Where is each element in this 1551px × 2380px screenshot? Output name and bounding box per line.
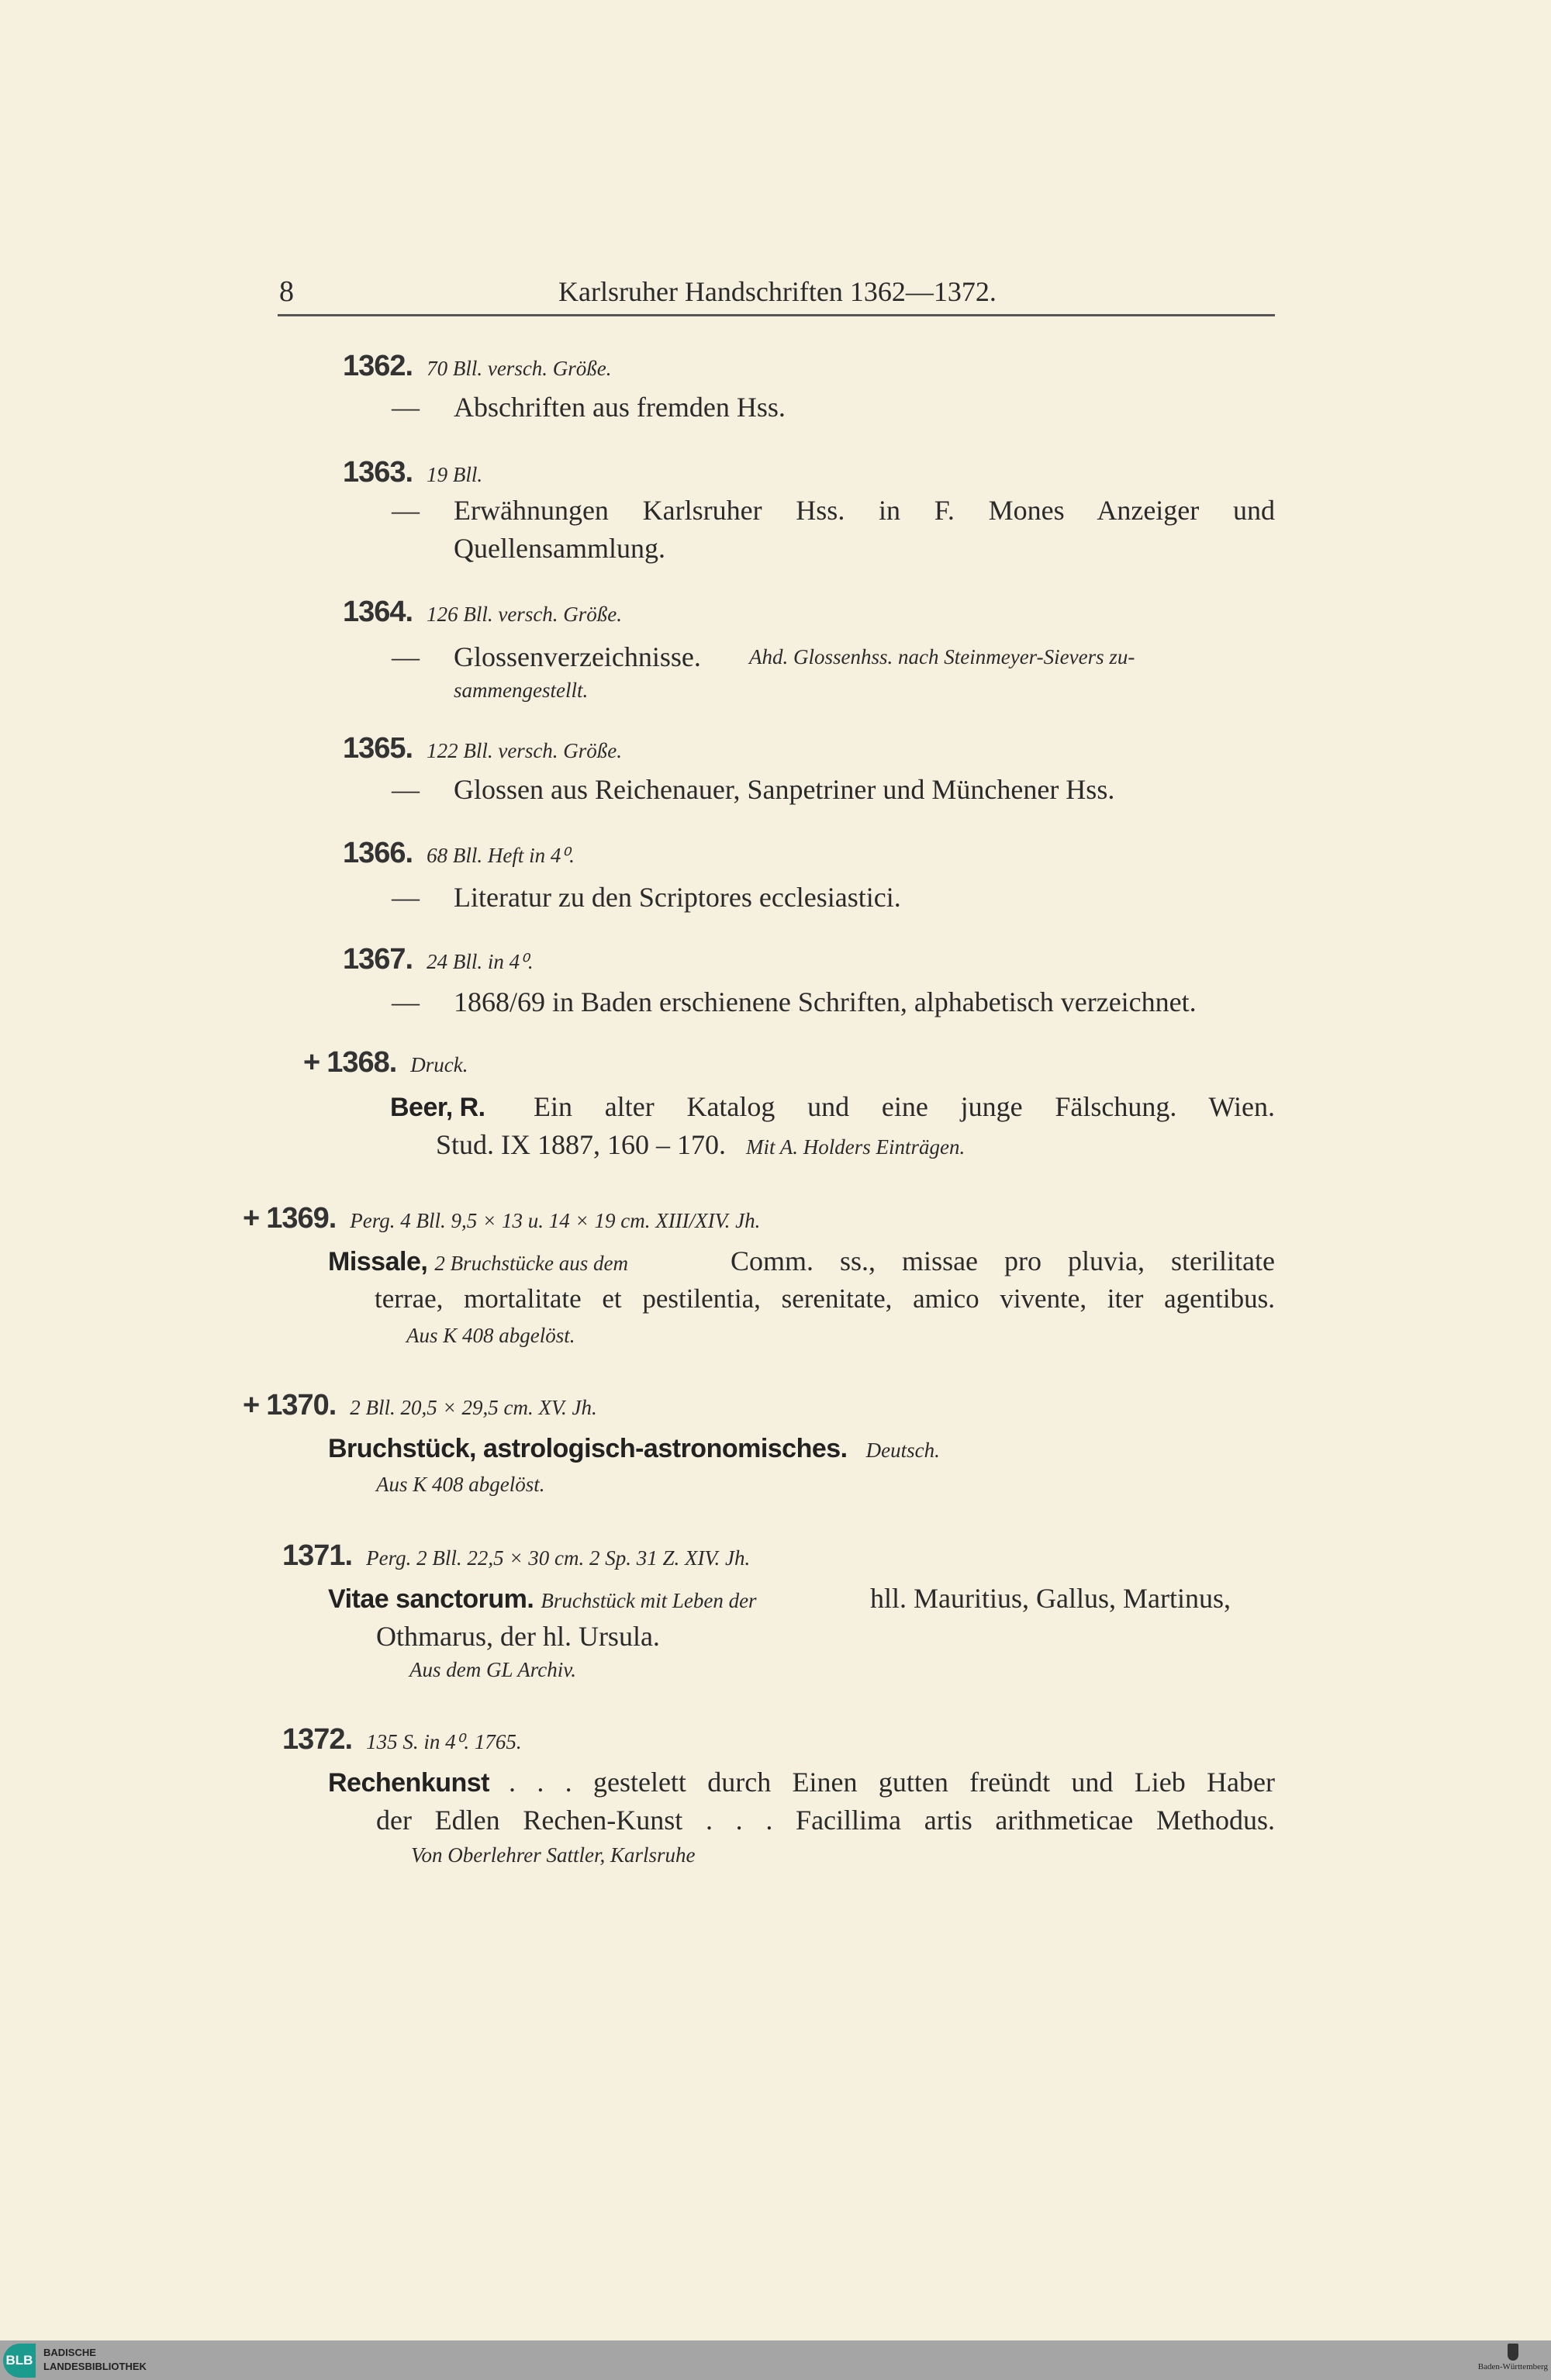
library-name-line1: BADISCHE xyxy=(43,2347,96,2358)
entry-text: hll. Mauritius, Gallus, Martinus, xyxy=(870,1583,1231,1614)
entry-number: 1365. xyxy=(343,732,413,765)
entry-title-text: Beer, R. xyxy=(390,1093,485,1122)
entry-meta: Druck. xyxy=(410,1053,468,1076)
entry-note: Ahd. Glossenhss. nach Steinmeyer-Sievers zu- xyxy=(749,645,1135,668)
entry-title xyxy=(328,1429,940,1466)
entry-note: Aus K 408 abgelöst. xyxy=(406,1324,575,1347)
running-title: Karlsruher Handschriften 1362—1372. xyxy=(558,276,997,307)
entry-text: terrae, mortalitate et pestilentia, serenitate, amico vivente, iter agentibus. xyxy=(375,1283,1275,1314)
entry-marker: + xyxy=(243,1202,260,1235)
entry-text: Stud. IX 1887, 160 – 170. xyxy=(436,1129,727,1160)
entry-meta: 2 Bll. 20,5 × 29,5 cm. XV. Jh. xyxy=(350,1396,597,1419)
entry-meta: 135 S. in 4⁰. 1765. xyxy=(366,1730,522,1753)
entry-meta: 122 Bll. versch. Größe. xyxy=(427,739,623,762)
entry-1364-heading xyxy=(343,593,622,630)
entry-note: Aus K 408 abgelöst. xyxy=(376,1473,545,1496)
entry-inline-note: 2 Bruchstücke aus dem xyxy=(434,1252,628,1275)
entry-number: 1364. xyxy=(343,596,413,628)
entry-number: 1366. xyxy=(343,837,413,869)
entry-1371-heading xyxy=(282,1537,750,1574)
library-name-line2: LANDESBIBLIOTHEK xyxy=(43,2361,147,2372)
entry-1363-heading xyxy=(343,454,482,491)
entry-1369-heading xyxy=(243,1200,760,1237)
entry-number: 1369. xyxy=(266,1202,337,1235)
crest-icon xyxy=(1508,2344,1518,2361)
entry-number: 1370. xyxy=(266,1389,337,1421)
entry-title-text: Bruchstück, astrologisch-astronomisches. xyxy=(328,1434,848,1463)
entry-1365-heading xyxy=(343,730,622,767)
entry-number: 1363. xyxy=(343,456,413,489)
page-number: 8 xyxy=(279,275,294,308)
entry-1372-heading xyxy=(282,1721,522,1758)
entry-title-text: Vitae sanctorum. xyxy=(328,1584,534,1614)
entry-number: 1367. xyxy=(343,943,413,976)
entry-text: Glossenverzeichnisse. xyxy=(454,641,701,672)
entry-title xyxy=(328,1763,489,1801)
entry-text-line xyxy=(436,1126,965,1163)
entry-meta: 24 Bll. in 4⁰. xyxy=(427,950,534,973)
blb-logo-icon[interactable]: BLB xyxy=(3,2344,36,2378)
entry-1362-heading xyxy=(343,347,612,385)
dash: — xyxy=(392,882,420,913)
entry-text: Comm. ss., missae pro pluvia, sterilitate xyxy=(731,1245,1275,1276)
entry-title-text: Missale, xyxy=(328,1247,428,1276)
entry-number: 1362. xyxy=(343,350,413,382)
entry-title xyxy=(390,1088,485,1125)
entry-text: Othmarus, der hl. Ursula. xyxy=(376,1621,660,1652)
entry-inline-note: Deutsch. xyxy=(865,1439,940,1462)
entry-note: Von Oberlehrer Sattler, Karlsruhe xyxy=(411,1843,696,1867)
dash: — xyxy=(392,641,420,672)
entry-text: Ein alter Katalog und eine junge Fälschung. Wien. xyxy=(534,1091,1275,1122)
entry-meta: Perg. 2 Bll. 22,5 × 30 cm. 2 Sp. 31 Z. XIV. Jh. xyxy=(366,1546,751,1570)
entry-note: Aus dem GL Archiv. xyxy=(409,1658,576,1681)
footer-bar xyxy=(0,2340,1551,2380)
entry-meta: 19 Bll. xyxy=(427,463,483,486)
entry-meta: 68 Bll. Heft in 4⁰. xyxy=(427,844,575,867)
entry-meta: Perg. 4 Bll. 9,5 × 13 u. 14 × 19 cm. XIII/XIV. Jh. xyxy=(350,1209,761,1232)
entry-text: Quellensammlung. xyxy=(454,533,665,564)
dash: — xyxy=(392,774,420,805)
entry-text: . . . gestelett durch Einen gutten freündt und Lieb Haber xyxy=(509,1767,1275,1798)
entry-number: 1368. xyxy=(326,1046,397,1079)
dash: — xyxy=(392,392,420,423)
entry-note: Mit A. Holders Einträgen. xyxy=(746,1135,965,1159)
entry-number: 1372. xyxy=(282,1723,353,1756)
entry-text: 1868/69 in Baden erschienene Schriften, alphabetisch verzeichnet. xyxy=(454,986,1197,1017)
state-name: Baden-Württemberg xyxy=(1477,2362,1548,2371)
entry-note: sammengestellt. xyxy=(454,679,589,702)
entry-meta: 70 Bll. versch. Größe. xyxy=(427,357,612,380)
entry-title xyxy=(328,1580,757,1617)
state-logo[interactable] xyxy=(1478,2344,1548,2371)
dash: — xyxy=(392,986,420,1017)
entry-text: Erwähnungen Karlsruher Hss. in F. Mones Anzeiger und xyxy=(454,495,1275,526)
entry-1367-heading xyxy=(343,941,534,978)
entry-text: der Edlen Rechen-Kunst . . . Facillima artis arithmeticae Methodus. xyxy=(376,1805,1275,1836)
entry-text: Glossen aus Reichenauer, Sanpetriner und Münchener Hss. xyxy=(454,774,1115,805)
entry-number: 1371. xyxy=(282,1539,353,1572)
entry-1366-heading xyxy=(343,834,575,872)
entry-text: Abschriften aus fremden Hss. xyxy=(454,392,786,423)
header-rule xyxy=(278,314,1275,316)
dash: — xyxy=(392,495,420,526)
entry-inline-note: Bruchstück mit Leben der xyxy=(541,1589,757,1612)
library-name[interactable] xyxy=(43,2346,147,2374)
entry-title-text: Rechenkunst xyxy=(328,1768,489,1798)
entry-marker: + xyxy=(243,1389,260,1421)
entry-meta: 126 Bll. versch. Größe. xyxy=(427,603,623,626)
entry-1368-heading xyxy=(303,1044,468,1081)
entry-1370-heading xyxy=(243,1387,597,1424)
entry-text: Literatur zu den Scriptores ecclesiastici. xyxy=(454,882,901,913)
entry-marker: + xyxy=(303,1046,320,1079)
entry-title xyxy=(328,1242,628,1280)
